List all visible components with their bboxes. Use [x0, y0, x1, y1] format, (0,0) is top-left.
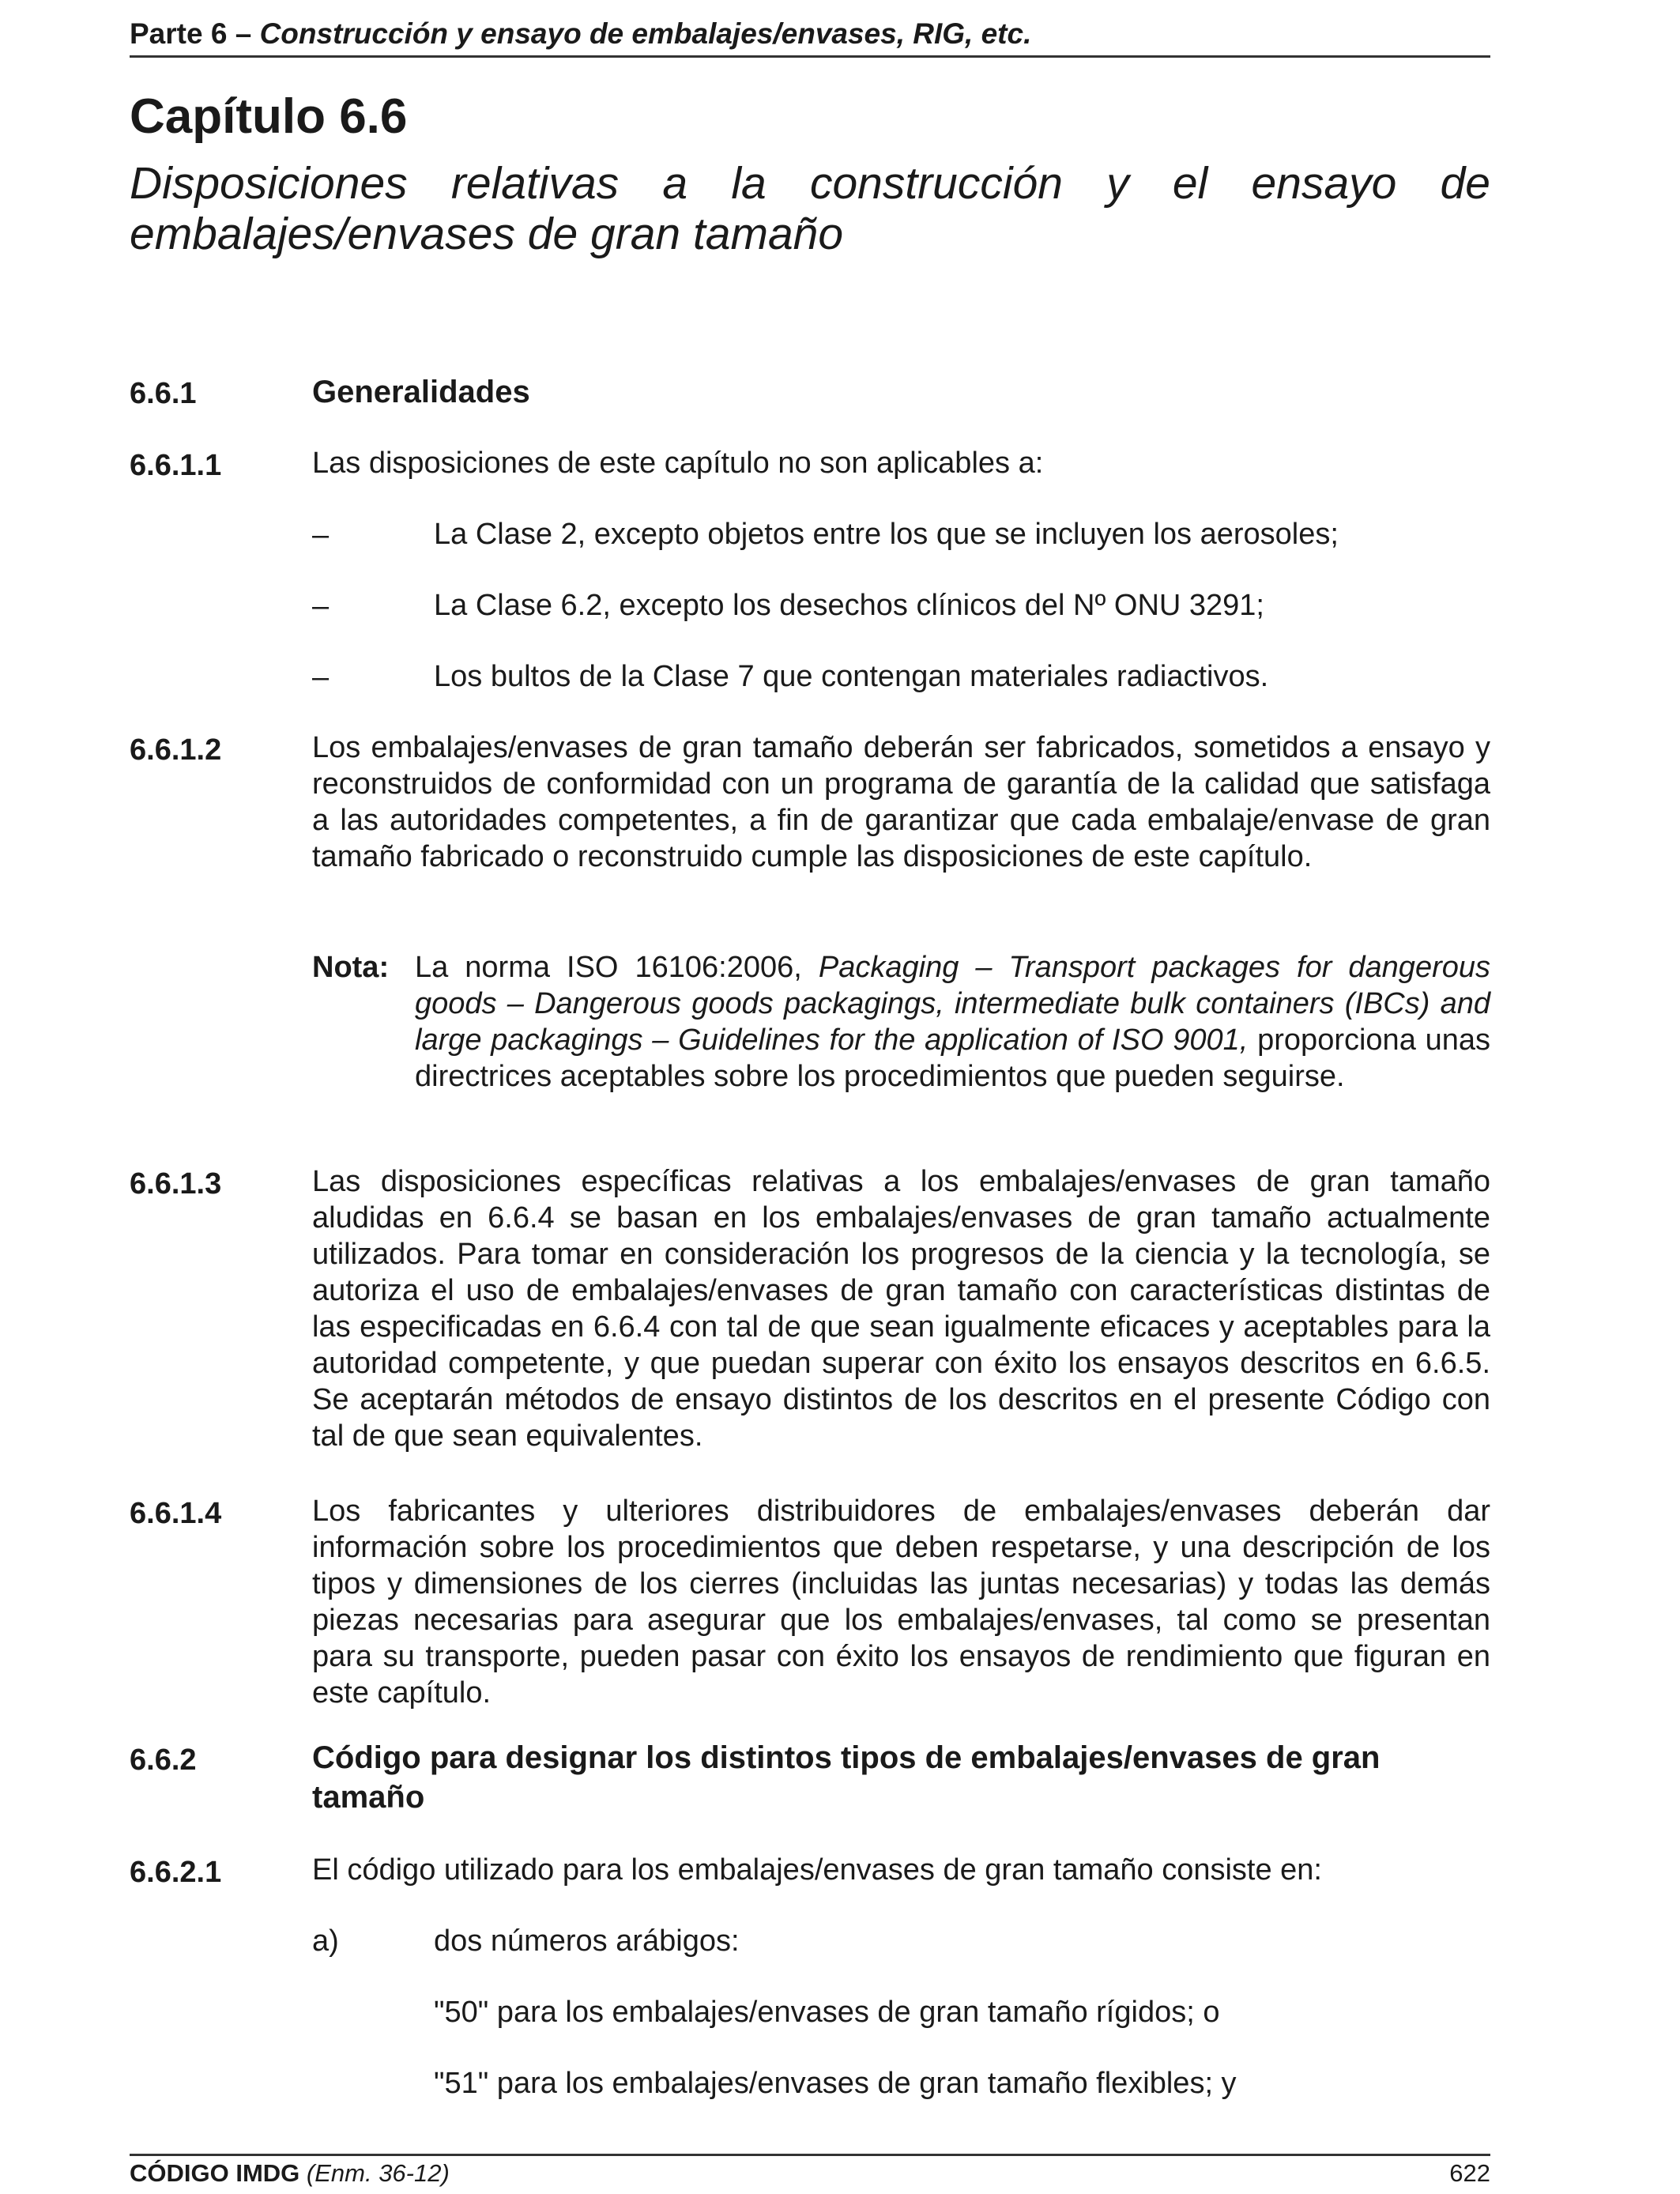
list-item-label-a: a): [312, 1924, 339, 1958]
footer-code-name: CÓDIGO IMDG: [130, 2159, 300, 2187]
paragraph-6-6-1-3: Las disposiciones específicas relativas a los embalajes/envases de gran tamaño aludidas en 6.6.4 se basan en los embalajes/envases de gran tamaño actualmente utilizados. Para tomar en consideración los progresos de la ciencia y la tecnología, se autoriza el uso de embalajes/envases de gran tamaño con características distintas de las especificadas en 6.6.4 con tal de que sean igualmente eficaces y aceptables para la autoridad competente, y que puedan superar con éxito los ensayos descritos en 6.6.5. Se aceptarán métodos de ensayo distintos de los descritos en el presente Código con tal de que sean equivalentes.: [312, 1165, 1490, 1453]
header-rule: [130, 55, 1490, 58]
section-title-6-6-1: Generalidades: [312, 375, 530, 409]
note-pre: La norma ISO 16106:2006,: [415, 951, 819, 984]
section-number-6-6-1-3: 6.6.1.3: [130, 1167, 222, 1201]
bullet-mark: –: [312, 518, 330, 552]
sub-item-rigid: "50" para los embalajes/envases de gran tamaño rígidos; o: [434, 1996, 1220, 2029]
bullet-mark: –: [312, 590, 330, 623]
section-number-6-6-1-2: 6.6.1.2: [130, 733, 222, 767]
note-text: [415, 949, 1490, 1095]
note-post: proporciona unas directrices aceptables sobre los procedimientos que pueden seguirse.: [415, 1023, 1490, 1093]
footer-amendment: (Enm. 36-12): [306, 2159, 450, 2187]
sub-item-flexible: "51" para los embalajes/envases de gran tamaño flexibles; y: [434, 2067, 1237, 2100]
paragraph-6-6-1-1: Las disposiciones de este capítulo no son aplicables a:: [312, 447, 1044, 480]
section-number-6-6-1: 6.6.1: [130, 377, 197, 410]
note-standard-title: Packaging – Transport packages for dangerous goods – Dangerous goods packagings, intermediate bulk containers (IBCs) and large packagings – Guidelines for the application of ISO 9001,: [415, 951, 1490, 1057]
section-title-6-6-2: Código para designar los distintos tipos de embalajes/envases de gran tamaño: [312, 1740, 1381, 1815]
page-number: 622: [1449, 2159, 1490, 2187]
footer-code: [130, 2159, 450, 2188]
bullet-mark: –: [312, 661, 330, 694]
chapter-title: Disposiciones relativas a la construcción y el ensayo de embalajes/envases de gran tamaño: [130, 158, 1490, 259]
chapter-number: Capítulo 6.6: [130, 89, 408, 144]
header-part-title: Construcción y ensayo de embalajes/envases, RIG, etc.: [259, 17, 1032, 50]
paragraph-6-6-1-2: Los embalajes/envases de gran tamaño deberán ser fabricados, sometidos a ensayo y reconstruidos de conformidad con un programa de garantía de la calidad que satisfaga a las autoridades competentes, a fin de garantizar que cada embalaje/envase de gran tamaño fabricado o reconstruido cumple las disposiciones de este capítulo.: [312, 731, 1490, 873]
section-number-6-6-1-4: 6.6.1.4: [130, 1497, 222, 1530]
section-number-6-6-1-1: 6.6.1.1: [130, 449, 222, 482]
paragraph-6-6-2-1: El código utilizado para los embalajes/envases de gran tamaño consiste en:: [312, 1853, 1322, 1887]
section-number-6-6-2-1: 6.6.2.1: [130, 1856, 222, 1889]
footer-rule: [130, 2154, 1490, 2156]
running-header: [130, 17, 1490, 51]
list-item: Los bultos de la Clase 7 que contengan materiales radiactivos.: [434, 660, 1269, 693]
header-part-label: Parte 6 –: [130, 17, 260, 50]
paragraph-6-6-1-4: Los fabricantes y ulteriores distribuidores de embalajes/envases deberán dar información sobre los procedimientos que deben respetarse, y una descripción de los tipos y dimensiones de los cierres (incluidas las juntas necesarias) y todas las demás piezas necesarias para asegurar que los embalajes/envases, tal como se presentan para su transporte, pueden pasar con éxito los ensayos de rendimiento que figuran en este capítulo.: [312, 1495, 1490, 1710]
running-footer: [130, 2159, 1490, 2188]
section-number-6-6-2: 6.6.2: [130, 1744, 197, 1777]
note-label: Nota:: [312, 951, 390, 984]
list-item-a: dos números arábigos:: [434, 1924, 740, 1958]
list-item: La Clase 2, excepto objetos entre los que se incluyen los aerosoles;: [434, 518, 1339, 551]
list-item: La Clase 6.2, excepto los desechos clínicos del Nº ONU 3291;: [434, 589, 1264, 622]
document-page: [130, 0, 1490, 2194]
